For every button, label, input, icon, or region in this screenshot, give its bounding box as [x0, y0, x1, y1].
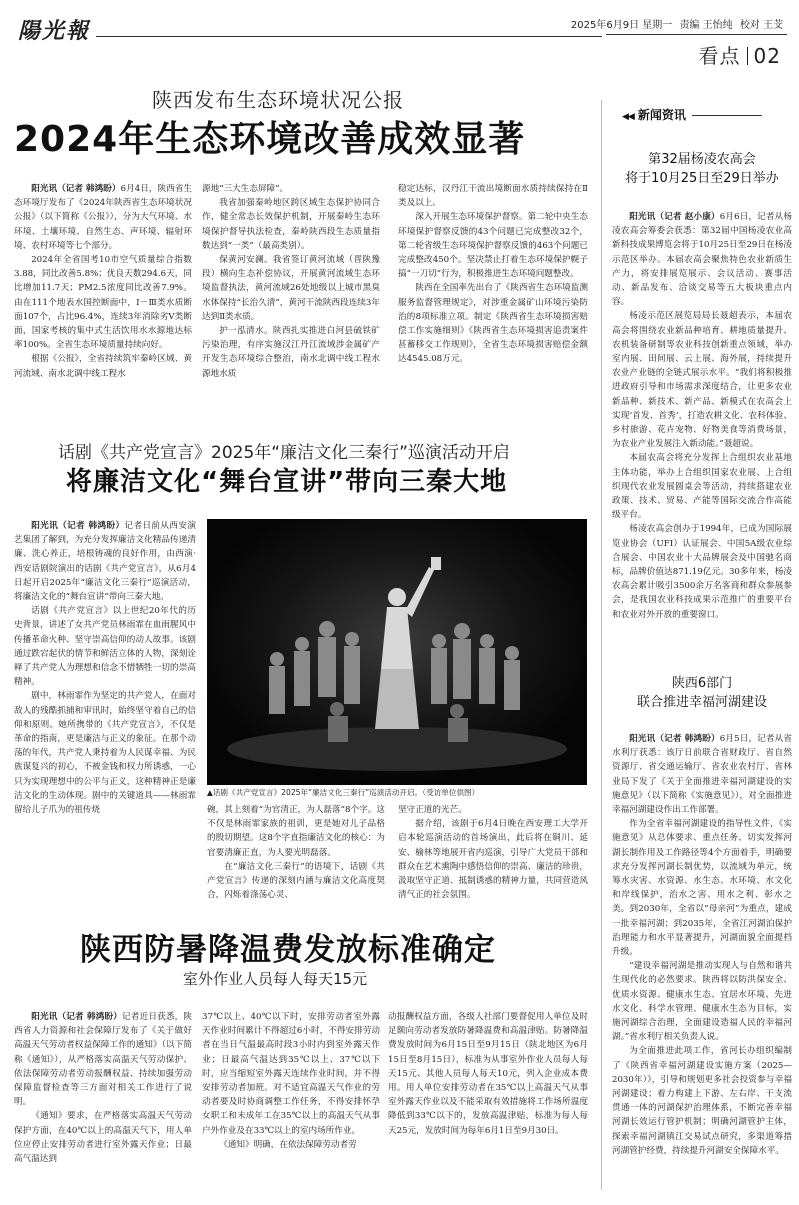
- story3-para: 阳光讯（记者 韩鸿盼）记者近日获悉，陕西省人力资源和社会保障厅发布了《关于做好高温天气劳动者权益保障工作的通知》（以下简称《通知》），从严格落实高温天气劳动保护、依法保障劳动者劳动报酬权益、持续加强劳动保障监督检查等三方面对相关工作进行了说明。: [14, 1012, 192, 1108]
- stage-photo-illustration: [207, 519, 587, 785]
- news-section-label: ◀◀ 新闻资讯: [622, 106, 792, 123]
- brief1-para: 本届农高会将充分发挥上合组织农业基地主体功能，举办上合组织国家农业展、上合组织现代农业发展圆桌会等活动，持续搭建农业政策、技术、贸易、产能等国际交流合作高能级平台。: [612, 453, 792, 521]
- story1-para: 深入开展生态环境保护督察。第二轮中央生态环境保护督察反馈的43个问题已完成整改32个，第二轮省级生态环境保护督察反馈的463个问题已完成整改450个。坚决禁止打着生态环境保护幌子搞“一刀切”行为，积极推进生态环境问题整改。: [398, 212, 588, 280]
- story3-column-2: [202, 1010, 380, 1200]
- brief1-headline: 第32届杨凌农高会 将于10月25日至29日举办: [625, 152, 779, 186]
- story3-para: 37℃以上、40℃以下时，安排劳动者室外露天作业时间累计不得超过6小时，不得安排劳动者在当日气温最高时段3小时内到室外露天作业；日最高气温达到35℃以上、37℃以下时，应当缩短室外露天连续作业时间，并不得安排劳动者加班。对不适宜高温天气作业的劳动者要及时协商调整工作任务，不得安排怀孕女职工和未成年工在35℃以上的高温天气从事户外作业及在33℃以上的室内场所作业。: [202, 1012, 380, 1136]
- section-divider: [747, 47, 748, 65]
- story1-para: 根据《公报》，全省持续筑牢秦岭区域、黄河流域、南水北调中线工程水: [14, 354, 192, 379]
- page-number: 02: [753, 44, 781, 68]
- byline: 阳光讯（记者 韩鸿盼）: [31, 1012, 123, 1022]
- byline: 阳光讯（记者 韩鸿盼）: [31, 184, 121, 194]
- story1-para: 保黄河安澜。我省签订黄河流域（晋陕豫段）横向生态补偿协议，开展黄河流域生态环境监督执法，黄河流域26处地级以上城市黑臭水体保持“长治久清”，黄河干流陕西段连续3年达到Ⅱ类水质。: [202, 255, 380, 322]
- story2-para: 话剧《共产党宣言》以上世纪20年代的历史背景，讲述了女共产党员林雨霏在血雨腥风中传播革命火种、坚守崇高信仰的动人故事。该剧通过跌宕起伏的情节和鲜活立体的人物，深刻诠释了共产党人为理想和信念不惜牺牲一切的崇高精神。: [14, 606, 196, 688]
- story1-para: 阳光讯（记者 韩鸿盼）6月4日，陕西省生态环境厅发布了《2024年陕西省生态环境状况公报》（以下简称《公报》），分为大气环境、水环境、土壤环境、自然生态、声环境、辐射环境、农村环境等七个部分。: [14, 184, 192, 251]
- header-rule-right: [606, 34, 787, 35]
- issue-date: 2025年6月9日 星期一: [570, 20, 673, 31]
- brief1-para: 杨凌农高会创办于1994年，已成为国际展览业协会（UFI）认证展会、中国5A级农业综合展会、中国农业十大品牌展会及中国驰名商标，品牌价值达871.19亿元。30多年来，杨凌农高会累计吸引3500余万名客商和群众参展参会，是我国农业科技成果示范推广的重要平台和农业对外开放的重要窗口。: [612, 524, 792, 620]
- story2-para: 据介绍，该剧于6月4日晚在西安理工大学开启本轮巡演活动的首场演出，此后将在铜川、延安、榆林等地展开省内巡演，引导广大党员干部和群众在艺术熏陶中感悟信仰的崇高、廉洁的珍贵，汲取坚守正道、抵制诱惑的精神力量，共同营造风清气正的社会氛围。: [398, 819, 588, 901]
- brief2-para: 阳光讯（记者 韩鸿盼）6月5日，记者从省水利厅获悉：该厅日前联合省财政厅、省自然资源厅、省交通运输厅、省农业农村厅、省林业局下发了《关于全面推进幸福河湖建设的实施意见》（以下简称《实施意见》），对全面推进幸福河湖建设作出工作部署。: [612, 734, 792, 816]
- story1-column-3: [398, 182, 588, 414]
- story3-para: 动报酬权益方面，各级人社部门要督促用人单位及时足额向劳动者发放防暑降温费和高温津贴。防暑降温费发放时间为6月15日至9月15日（陕北地区为6月15日至8月15日），标准为从事室外作业人员每人每天15元、其他人员每人每天10元，列入企业成本费用。用人单位安排劳动者在35℃以上高温天气从事室外露天作业以及不能采取有效措施将工作场所温度降低到33℃以下的，发放高温津贴，标准为每人每天25元，发放时间为每年6月1日至9月30日。: [388, 1012, 588, 1136]
- stage-photo: [207, 519, 587, 785]
- brief1-para: 阳光讯（记者 赵小康）6月6日，记者从杨凌农高会筹委会获悉：第32届中国杨凌农业高新科技成果博览会将于10月25日至29日在杨凌示范区举办。本届农高会聚焦特色农业新质生产力，将安排展览展示、会议活动、赛事活动、新品发布、洽谈交易等五大板块重点内容。: [612, 212, 792, 308]
- byline: 阳光讯（记者 韩鸿盼）: [31, 521, 125, 531]
- brief1-para: 杨凌示范区展览局局长聂超表示，本届农高会将围绕农业新品种培育、耕地质量提升、农机装备研制等农业科技创新重点领域，举办室内展、田间展、云上展、海外展，持续提升农业产业链的全链式展示水平。“我们将积极推进政府引导和市场需求深度结合，让更多农业新品种、新技术、新产品、新模式在农高会上实现‘首发、首秀’，打造农耕文化、农科体验、乡村旅游、花卉宠物、好物美食等消费场景，为农业产业发展注入新动能。”聂超说。: [612, 311, 792, 450]
- story1-para: 源地“三大生态屏障”。: [202, 184, 289, 194]
- newspaper-logo: 陽光報: [18, 18, 91, 44]
- story2-para: 在“廉洁文化三秦行”的语境下，话剧《共产党宣言》传递的深刻内涵与廉洁文化高度契合，闪烁着涤荡心灵、: [207, 861, 385, 901]
- story2-column-2: [207, 803, 385, 915]
- brief2-para: 为全面推进此项工作，省河长办组织编制了《陕西省幸福河湖建设实施方案（2025—2030年）》，引导和规划更多社会投资参与幸福河湖建设；着力构建上下游、左右岸、干支流贯通一体的河湖保护治理体系，不断完善幸福河湖长效运行管护机制；明确河湖管护主体，探索幸福河湖镇江交易试点研究，多渠道筹措河湖管护经费，持续提升河湖安全保障水平。: [612, 1046, 792, 1156]
- story1-para: 我省加强秦岭地区跨区域生态保护协同合作，健全常态长效保护机制，开展秦岭生态环境保护督导执法检查，秦岭陕西段生态质量指数达到“一类”（最高类别）。: [202, 198, 380, 251]
- story2-headline: 将廉洁文化“舞台宣讲”带向三秦大地: [66, 467, 508, 497]
- story3-para: 《通知》要求，在严格落实高温天气劳动保护方面，在40℃以上的高温天气下，用人单位应停止安排劳动者进行室外露天作业；日最高气温达到: [14, 1111, 192, 1165]
- story2-para: 碗，其上刻着“为官清正，为人磊落”8个字。这不仅是林雨霏家族的祖训，更是她对儿子品格的殷切期望。这8个字直指廉洁文化的核心：为官要清廉正直，为人要光明磊落。: [207, 805, 385, 858]
- brief2-para: “建设幸福河湖是推动实现人与自然和谐共生现代化的必然要求。陕西将以防洪保安全、优质水资源、健康水生态、宜居水环境、先进水文化、科学水管理、健康水生态为目标，实施河湖综合治理，全面建设造福人民的幸福河湖。”省水利厅相关负责人说。: [612, 961, 792, 1043]
- story1-column-2: [202, 182, 380, 414]
- brief1-body: [612, 210, 792, 660]
- brief2-headline: 陕西6部门 联合推进幸福河湖建设: [636, 676, 767, 710]
- story1-subtitle: 陕西发布生态环境状况公报: [152, 88, 404, 112]
- section-name: 看点: [698, 44, 741, 68]
- story2-para: 阳光讯（记者 韩鸿盼）记者日前从西安演艺集团了解到，为充分发挥廉洁文化精品传递清廉、洗心养正，培根铸魂的良好作用，由西演·西安话剧院演出的话剧《共产党宣言》，从6月4日起开启2025年“廉洁文化三秦行”巡演活动，将廉洁文化的“舞台宣讲”带向三秦大地。: [14, 521, 196, 603]
- story2-para: 坚守正道的光芒。: [398, 805, 467, 815]
- byline: 阳光讯（记者 韩鸿盼）: [629, 734, 720, 744]
- byline: 阳光讯（记者 赵小康）: [629, 212, 720, 222]
- story2-column-1: [14, 519, 196, 915]
- story2-subtitle: 话剧《共产党宣言》2025年“廉洁文化三秦行”巡演活动开启: [58, 443, 510, 463]
- brief2-body: [612, 732, 792, 1200]
- story2-para: 剧中，林雨霏作为坚定的共产党人，在面对敌人的残酷抓捕和审讯时，始终坚守着自己的信仰和原则。她所携带的《共产党宣言》，不仅是革命的指南，更是廉洁与正义的象征。在那个动荡的年代，共产党人秉持着为人民谋幸福、为民族谋复兴的初心，不被金钱和权力所诱惑，一心只为实现理想中的公平与正义，这种精神正是廉洁文化的生动体现。剧中的关键道具——林雨霏留给儿子爪为的祖传烧: [14, 691, 196, 816]
- story1-headline: 2024年生态环境改善成效显著: [14, 119, 526, 160]
- story1-column-1: [14, 182, 192, 414]
- story3-column-3: [388, 1010, 588, 1200]
- proofreader: 校对 王芠: [739, 20, 783, 31]
- label-rule: [692, 115, 762, 116]
- story1-para: 稳定达标，汉丹江干流出境断面水质持续保持在Ⅱ类及以上。: [398, 184, 588, 209]
- masthead: [12, 8, 787, 68]
- brief2-para: 作为全省幸福河湖建设的指导性文件，《实施意见》从总体要求、重点任务、切实发挥河湖长制作用及工作路径等4个方面着手，明确要求充分发挥河湖长制优势，以流域为单元，统筹水灾害、水资源、水生态、水环境、水文化和岸线保护，治水之害、用水之利、彰水之美。到2030年，全省以“母亲河”为重点，建成一批幸福河湖；到2035年，全省江河湖泊保护治理能力和水平显著提升，河湖面貌全面提档升级。: [612, 819, 792, 958]
- story3-para: 《通知》明确，在依法保障劳动者劳: [219, 1139, 357, 1150]
- page-section: [699, 40, 781, 69]
- story2-column-3: [398, 803, 588, 915]
- column-divider: [601, 100, 602, 1190]
- photo-caption: ▲话剧《共产党宣言》2025年“廉洁文化三秦行”巡演活动开启。（受访单位供图）: [207, 788, 480, 797]
- editor: 责编 王怡纯: [679, 20, 733, 31]
- header-meta: [567, 16, 783, 31]
- story1-para: 陕西在全国率先出台了《陕西省生态环境监测服务监督管理规定》，对涉重金属矿山环境污染防治的8项标准立项。制定《陕西省生态环境损害赔偿工作实施细则》《陕西省生态环境损害追责案件甚蓄移交工作规则》，全省生态环境损害赔偿金额达4545.08万元。: [398, 283, 588, 365]
- story3-subtitle: 室外作业人员每人每天15元: [183, 970, 368, 988]
- arrow-decoration-icon: ◀◀: [622, 112, 634, 122]
- story1-para: 2024年全省国考10市空气质量综合指数3.88，同比改善5.8%；优良天数294.6天，同比增加11.7天；PM2.5浓度同比改善7.9%。由在111个地表水国控断面中，Ⅰ－Ⅲ类水质断面107个，占比96.4%，连续3年消除劣Ⅴ类断面，国家考核的集中式生活饮用水水源地达标率100%。全省生态环境质量持续向好。: [14, 255, 192, 351]
- story3-headline: 陕西防暑降温费发放标准确定: [80, 932, 496, 968]
- story1-para: 护一泓清水。陕西扎实推进白河县硫铁矿污染治理，有序实施汉江丹江流域涉金属矿产开发生态环境综合整治，南水北调中线工程水源地水质: [202, 326, 380, 379]
- header-rule: [96, 36, 602, 37]
- story3-column-1: [14, 1010, 192, 1200]
